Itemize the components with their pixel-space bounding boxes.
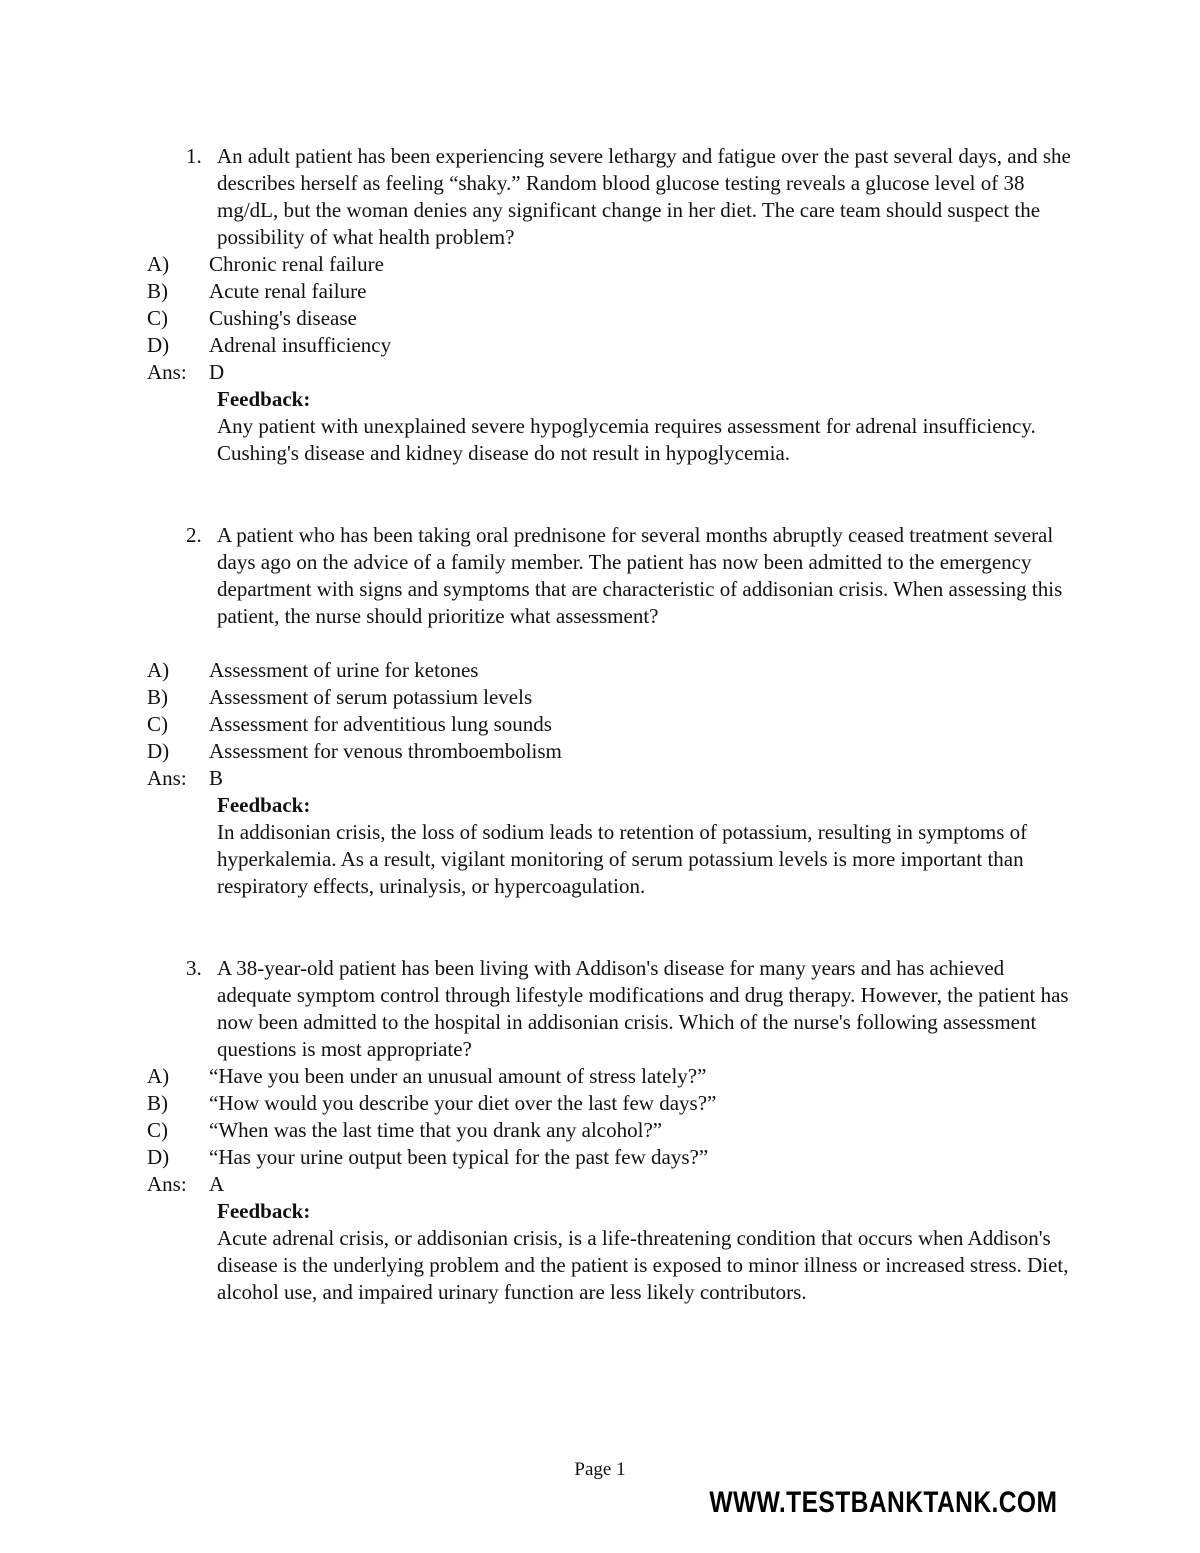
option-letter: B): [147, 1091, 168, 1115]
answer-label: Ans:: [147, 360, 187, 384]
question-stem: A 38-year-old patient has been living with Addison's disease for many years and has achieved adequate symptom control through lifestyle modifications and drug therapy. However, the patient has now been admitted to the hospital in addisonian crisis. Which of the nurse's following assessment questions is most appropriate?: [217, 956, 1069, 1061]
option-letter: C): [147, 1118, 168, 1142]
question-2: [0, 522, 1200, 900]
option-b: [0, 278, 1200, 305]
option-letter: A): [147, 252, 170, 276]
option-text: Assessment of serum potassium levels: [209, 685, 533, 709]
answer-value: B: [209, 766, 224, 790]
option-text: “Has your urine output been typical for the past few days?”: [209, 1145, 709, 1169]
feedback-heading: [0, 386, 1200, 413]
option-a: [0, 251, 1200, 278]
option-d: [0, 332, 1200, 359]
option-letter: D): [147, 333, 170, 357]
option-text: Adrenal insufficiency: [209, 333, 392, 357]
option-a: [0, 657, 1200, 684]
answer-value: A: [209, 1172, 225, 1196]
question-3: [0, 955, 1200, 1306]
option-d: [0, 738, 1200, 765]
question-number: 3.: [186, 956, 202, 980]
option-letter: A): [147, 1064, 170, 1088]
feedback-label: Feedback:: [217, 793, 311, 817]
option-letter: B): [147, 279, 168, 303]
option-text: “Have you been under an unusual amount of stress lately?”: [209, 1064, 707, 1088]
feedback-heading: [0, 792, 1200, 819]
option-c: [0, 1117, 1200, 1144]
option-b: [0, 1090, 1200, 1117]
question-number: 2.: [186, 523, 202, 547]
answer-row: [0, 359, 1200, 386]
feedback-text: Any patient with unexplained severe hypoglycemia requires assessment for adrenal insufficiency. Cushing's disease and kidney disease do not result in hypoglycemia.: [217, 414, 1036, 465]
question-stem: A patient who has been taking oral prednisone for several months abruptly ceased treatment several days ago on the advice of a family member. The patient has now been admitted to the emergency department with signs and symptoms that are characteristic of addisonian crisis. When assessing this patient, the nurse should prioritize what assessment?: [217, 523, 1063, 628]
option-b: [0, 684, 1200, 711]
option-letter: B): [147, 685, 168, 709]
option-text: Assessment for venous thromboembolism: [209, 739, 562, 763]
feedback-text: In addisonian crisis, the loss of sodium leads to retention of potassium, resulting in symptoms of hyperkalemia. As a result, vigilant monitoring of serum potassium levels is more important than respiratory effects, urinalysis, or hypercoagulation.: [217, 820, 1028, 898]
answer-label: Ans:: [147, 1172, 187, 1196]
option-c: [0, 305, 1200, 332]
feedback-heading: [0, 1198, 1200, 1225]
option-letter: C): [147, 712, 168, 736]
option-letter: D): [147, 739, 170, 763]
option-letter: A): [147, 658, 170, 682]
option-text: “How would you describe your diet over the last few days?”: [209, 1091, 717, 1115]
page-number: Page 1: [574, 1459, 626, 1480]
question-stem: An adult patient has been experiencing severe lethargy and fatigue over the past several days, and she describes herself as feeling “shaky.” Random blood glucose testing reveals a glucose level of 38 mg/dL, but the woman denies any significant change in her diet. The care team should suspect the possibility of what health problem?: [217, 144, 1071, 249]
answer-row: [0, 1171, 1200, 1198]
option-text: Assessment for adventitious lung sounds: [209, 712, 552, 736]
feedback-label: Feedback:: [217, 1199, 311, 1223]
answer-label: Ans:: [147, 766, 187, 790]
option-letter: D): [147, 1145, 170, 1169]
feedback-label: Feedback:: [217, 387, 311, 411]
option-c: [0, 711, 1200, 738]
option-text: Cushing's disease: [209, 306, 357, 330]
website-watermark: WWW.TESTBANKTANK.COM: [709, 1486, 1057, 1519]
option-a: [0, 1063, 1200, 1090]
feedback-text: Acute adrenal crisis, or addisonian crisis, is a life-threatening condition that occurs when Addison's disease is the underlying problem and the patient is exposed to minor illness or increased stress. Diet, alcohol use, and impaired urinary function are less likely contributors.: [217, 1226, 1069, 1304]
question-number: 1.: [186, 144, 202, 168]
option-text: Acute renal failure: [209, 279, 367, 303]
option-text: Chronic renal failure: [209, 252, 384, 276]
answer-row: [0, 765, 1200, 792]
option-letter: C): [147, 306, 168, 330]
option-text: “When was the last time that you drank any alcohol?”: [209, 1118, 663, 1142]
option-d: [0, 1144, 1200, 1171]
answer-value: D: [209, 360, 225, 384]
question-1: [0, 143, 1200, 467]
option-text: Assessment of urine for ketones: [209, 658, 479, 682]
